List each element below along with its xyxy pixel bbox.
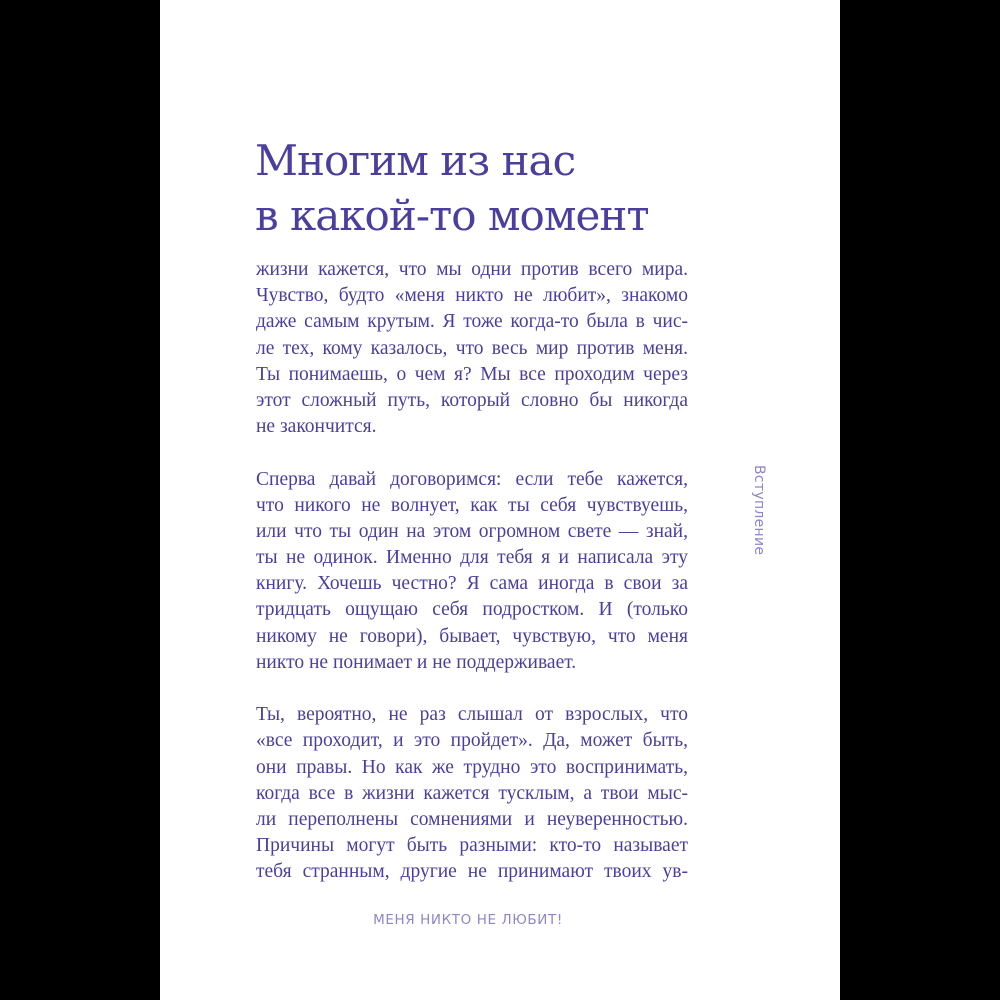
heading-line-1: Многим из нас [255,136,576,185]
paragraph-spacer [256,440,688,466]
text-line: никто не понимает и не поддерживает. [256,651,577,673]
book-page [160,0,840,1000]
text-line: ли переполнены сомнениями и неуверенностью. [256,808,688,830]
text-line: «все проходит, и это пройдет». Да, может быть, [256,730,688,752]
text-line: жизни кажется, что мы одни против всего мира. [256,259,688,280]
text-line: или что ты один на этом огромном свете — знай, [256,520,688,542]
paragraph-2 [256,467,688,677]
heading-line-2: в какой-то момент [255,191,649,240]
text-line: Ты понимаешь, о чем я? Мы все проходим через [256,363,688,385]
text-line: что никого не волнует, как ты себя чувствуешь, [256,494,688,516]
body-text [256,257,688,886]
section-label: Вступление [751,465,767,556]
paragraph-3 [256,702,688,885]
running-footer: МЕНЯ НИКТО НЕ ЛЮБИТ! [373,912,563,928]
text-line: они правы. Но как же трудно это воспринимать, [256,756,688,778]
text-line: никому не говори), бывает, чувствую, что меня [256,625,688,647]
text-line: Ты, вероятно, не раз слышал от взрослых, что [256,704,688,726]
chapter-heading [255,133,775,243]
text-line: ты не одинок. Именно для тебя я и написала эту [256,547,688,569]
paragraph-1 [256,257,688,440]
text-line: Чувство, будто «меня никто не любит», знакомо [256,285,688,307]
text-line: Причины могут быть разными: кто-то называет [256,835,688,857]
paragraph-spacer [256,676,688,702]
text-line: тебя странным, другие не принимают твоих ув- [256,861,688,883]
text-line: этот сложный путь, который словно бы никогда [256,389,688,411]
text-line: Сперва давай договоримся: если тебе кажется, [256,468,688,490]
text-line: книгу. Хочешь честно? Я сама иногда в свои за [256,573,688,595]
text-line: когда все в жизни кажется тусклым, а твои мыс- [256,782,688,804]
text-line: не закончится. [256,416,377,438]
text-line: ле тех, кому казалось, что весь мир против меня. [256,337,688,359]
text-line: тридцать ощущаю себя подростком. И (только [256,599,688,621]
text-line: даже самым крутым. Я тоже когда-то была в чис- [256,311,688,333]
